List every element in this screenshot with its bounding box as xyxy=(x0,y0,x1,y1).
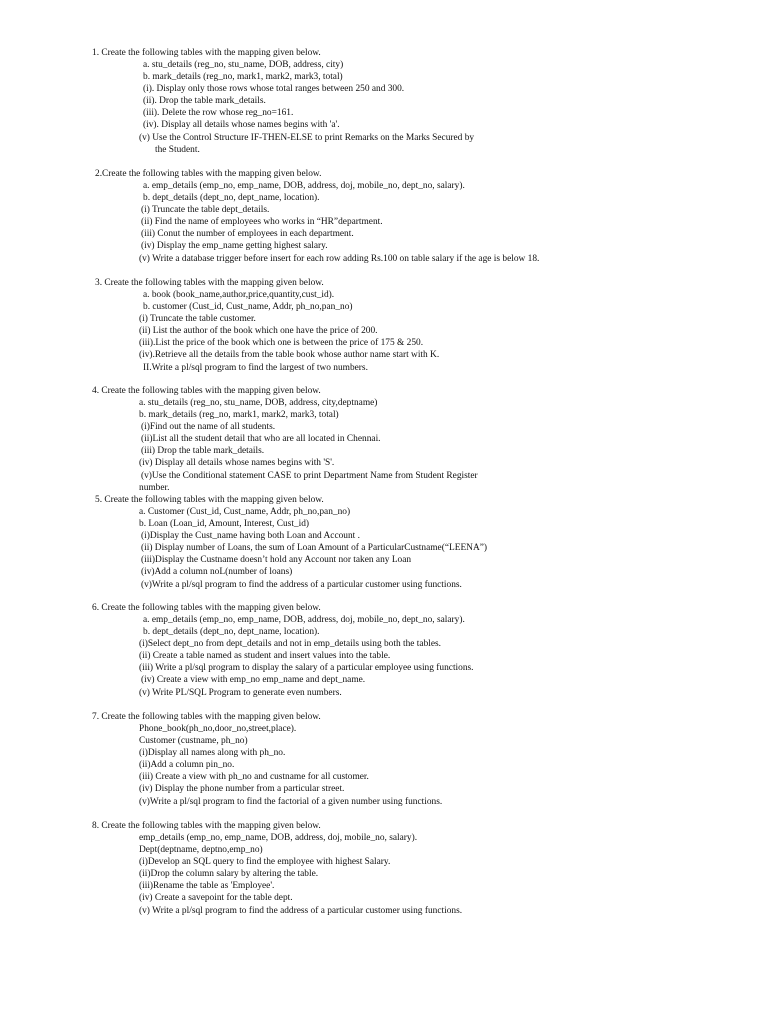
exercise-heading: 3. Create the following tables with the mapping given below. xyxy=(95,278,324,288)
exercise-item: (iv) Create a view with emp_no emp_name and dept_name. xyxy=(141,675,366,685)
exercise-item: Customer (custname, ph_no) xyxy=(139,736,248,746)
exercise-item: (i). Display only those rows whose total ranges between 250 and 300. xyxy=(143,84,405,94)
exercise-item: (i)Find out the name of all students. xyxy=(141,422,276,432)
exercise-item: the Student. xyxy=(155,145,200,155)
exercise-item: a. Customer (Cust_id, Cust_name, Addr, ph_no,pan_no) xyxy=(139,507,351,517)
exercise-item: (iii)Display the Custname doesn’t hold any Account nor taken any Loan xyxy=(141,555,412,565)
exercise-item: (iii) Drop the table mark_details. xyxy=(141,446,265,456)
exercise-item: (v) Write a pl/sql program to find the address of a particular customer using functions. xyxy=(139,906,463,916)
exercise-item: (ii) Find the name of employees who works in “HR”department. xyxy=(141,217,383,227)
exercise-item: Phone_book(ph_no,door_no,street,place). xyxy=(139,724,297,734)
exercise-item: (iii) Conut the number of employees in each department. xyxy=(141,229,354,239)
exercise-item: (i) Truncate the table customer. xyxy=(139,314,256,324)
exercise-item: (v)Use the Conditional statement CASE to print Department Name from Student Register xyxy=(141,471,478,481)
exercise-item: a. emp_details (emp_no, emp_name, DOB, address, doj, mobile_no, dept_no, salary). xyxy=(143,615,465,625)
exercise-heading: 5. Create the following tables with the mapping given below. xyxy=(95,495,324,505)
exercise-item: emp_details (emp_no, emp_name, DOB, address, doj, mobile_no, salary). xyxy=(139,833,418,843)
exercise-heading: 7. Create the following tables with the mapping given below. xyxy=(92,712,321,722)
exercise-item: (v) Use the Control Structure IF-THEN-ELSE to print Remarks on the Marks Secured by xyxy=(139,133,475,143)
exercise-heading: 8. Create the following tables with the mapping given below. xyxy=(92,821,321,831)
exercise-item: b. dept_details (dept_no, dept_name, location). xyxy=(143,193,320,203)
exercise-item: b. Loan (Loan_id, Amount, Interest, Cust_id) xyxy=(139,519,310,529)
exercise-item: (ii) List the author of the book which one have the price of 200. xyxy=(139,326,378,336)
exercise-item: (iii).List the price of the book which one is between the price of 175 & 250. xyxy=(139,338,424,348)
exercise-item: a. stu_details (reg_no, stu_name, DOB, address, city,deptname) xyxy=(139,398,378,408)
exercise-item: b. dept_details (dept_no, dept_name, location). xyxy=(143,627,320,637)
exercise-item: (iii). Delete the row whose reg_no=161. xyxy=(143,108,294,118)
exercise-item: a. emp_details (emp_no, emp_name, DOB, address, doj, mobile_no, dept_no, salary). xyxy=(143,181,465,191)
exercise-item: (iv). Display all details whose names begins with 'a'. xyxy=(143,120,340,130)
exercise-heading: 4. Create the following tables with the mapping given below. xyxy=(92,386,321,396)
exercise-item: (i)Display all names along with ph_no. xyxy=(139,748,286,758)
exercise-item: (iv) Create a savepoint for the table dept. xyxy=(139,893,293,903)
exercise-item: number. xyxy=(139,483,170,493)
exercise-item: (iv)Add a column noL(number of loans) xyxy=(141,567,293,577)
exercise-item: (v) Write a database trigger before insert for each row adding Rs.100 on table salary if the age is below 18. xyxy=(139,254,540,264)
exercise-item: (iii)Rename the table as 'Employee'. xyxy=(139,881,275,891)
exercise-item: (iv).Retrieve all the details from the table book whose author name start with K. xyxy=(139,350,440,360)
exercise-item: (iii) Create a view with ph_no and custname for all customer. xyxy=(139,772,369,782)
exercise-item: (iv) Display the phone number from a particular street. xyxy=(139,784,345,794)
exercise-item: b. customer (Cust_id, Cust_name, Addr, ph_no,pan_no) xyxy=(143,302,353,312)
exercise-item: (v)Write a pl/sql program to find the factorial of a given number using functions. xyxy=(139,797,443,807)
exercise-item: (i)Select dept_no from dept_details and not in emp_details using both the tables. xyxy=(139,639,442,649)
exercise-item: (i)Display the Cust_name having both Loan and Account . xyxy=(141,531,360,541)
exercise-heading: 2.Create the following tables with the mapping given below. xyxy=(95,169,322,179)
exercise-item: (ii) Display number of Loans, the sum of Loan Amount of a ParticularCustname(“LEENA”) xyxy=(141,543,488,553)
exercise-item: (ii)List all the student detail that who are all located in Chennai. xyxy=(141,434,381,444)
exercise-item: b. mark_details (reg_no, mark1, mark2, mark3, total) xyxy=(143,72,343,82)
exercise-item: (i)Develop an SQL query to find the employee with highest Salary. xyxy=(139,857,391,867)
exercise-item: b. mark_details (reg_no, mark1, mark2, mark3, total) xyxy=(139,410,339,420)
exercise-item: (i) Truncate the table dept_details. xyxy=(141,205,270,215)
exercise-item: (iv) Display all details whose names begins with 'S'. xyxy=(139,458,335,468)
exercise-item: (ii)Drop the column salary by altering the table. xyxy=(139,869,319,879)
exercise-heading: 1. Create the following tables with the mapping given below. xyxy=(92,48,321,58)
exercise-item: a. stu_details (reg_no, stu_name, DOB, address, city) xyxy=(143,60,344,70)
exercise-heading: 6. Create the following tables with the mapping given below. xyxy=(92,603,321,613)
exercise-item: Dept(deptname, deptno,emp_no) xyxy=(139,845,263,855)
exercise-item: (v) Write PL/SQL Program to generate even numbers. xyxy=(139,688,342,698)
exercise-item: (ii) Create a table named as student and insert values into the table. xyxy=(139,651,391,661)
exercise-item: (iii) Write a pl/sql program to display the salary of a particular employee using functions. xyxy=(139,663,474,673)
exercise-item: (v)Write a pl/sql program to find the address of a particular customer using functions. xyxy=(141,580,462,590)
exercise-item: (iv) Display the emp_name getting highest salary. xyxy=(141,241,328,251)
exercise-item: (ii). Drop the table mark_details. xyxy=(143,96,266,106)
exercise-item: II.Write a pl/sql program to find the largest of two numbers. xyxy=(143,363,368,373)
exercise-item: (ii)Add a column pin_no. xyxy=(139,760,235,770)
exercise-item: a. book (book_name,author,price,quantity,cust_id). xyxy=(143,290,335,300)
